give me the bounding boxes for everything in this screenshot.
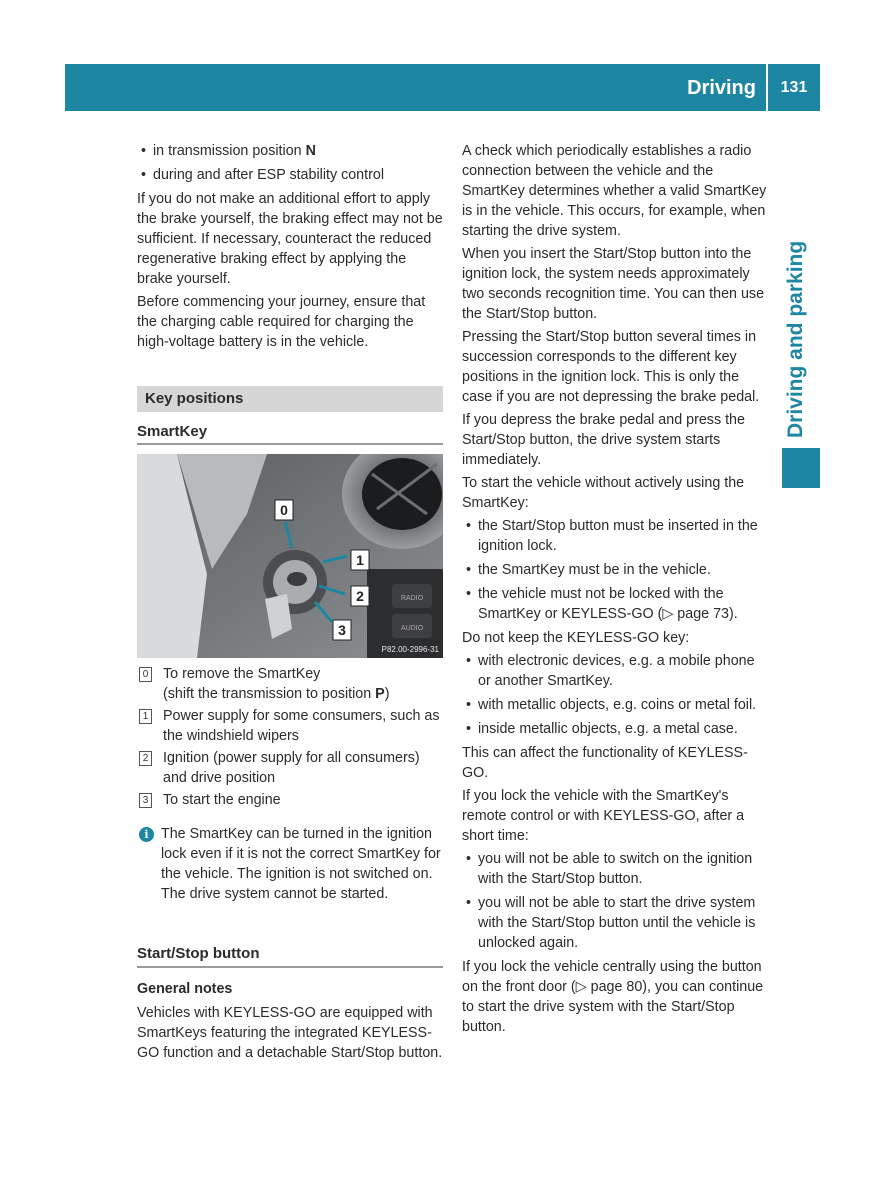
- page-header: [65, 64, 820, 111]
- legend-item: 2 Ignition (power supply for all consumers) and drive position: [137, 748, 443, 788]
- list-item: • the SmartKey must be in the vehicle.: [462, 560, 768, 580]
- ignition-lock-photo: [137, 454, 443, 658]
- heading-rule: [137, 443, 443, 445]
- callout-3: 3: [338, 622, 346, 638]
- position-badge: 2: [139, 751, 152, 766]
- list-item: • with electronic devices, e.g. a mobile phone or another SmartKey.: [462, 651, 768, 691]
- page-number: 131: [780, 79, 808, 96]
- subsection-heading-smartkey: SmartKey: [137, 423, 208, 440]
- general-notes-heading: General notes: [137, 981, 233, 997]
- paragraph: Before commencing your journey, ensure that the charging cable required for charging the high-voltage battery is in the vehicle.: [137, 294, 426, 350]
- subsection-heading-start-stop: Start/Stop button: [137, 945, 260, 962]
- list-item: • during and after ESP stability control: [137, 165, 443, 185]
- info-icon: i: [139, 827, 154, 842]
- paragraph: A check which periodically establishes a radio connection between the vehicle and the SmartKey determines whether a valid SmartKey is in the vehicle. This occurs, for example, when starting the drive system.: [462, 143, 767, 239]
- list-item: • you will not be able to start the drive system with the Start/Stop button until the vehicle is unlocked again.: [462, 893, 768, 953]
- heading-rule: [137, 966, 443, 968]
- callout-1: 1: [356, 552, 364, 568]
- info-note: i The SmartKey can be turned in the ignition lock even if it is not the correct SmartKey for the vehicle. The ignition is not switched on. The drive system cannot be started.: [137, 824, 443, 904]
- paragraph: If you lock the vehicle centrally using the button on the front door (▷ page 80), you can continue to start the drive system with the Start/Stop button.: [462, 959, 764, 1035]
- general-notes-text: Vehicles with KEYLESS-GO are equipped with SmartKeys featuring the integrated KEYLESS-GO function and a detachable Start/Stop button.: [137, 1005, 443, 1061]
- legend-item: 0 To remove the SmartKey (shift the transmission to position P): [137, 664, 443, 704]
- paragraph: Do not keep the KEYLESS-GO key:: [462, 630, 690, 646]
- callout-0: 0: [280, 502, 288, 518]
- paragraph: If you do not make an additional effort to apply the brake yourself, the braking effect may not be sufficient. If necessary, counteract the reduced regenerative braking effect by applying the brake yourself.: [137, 191, 443, 287]
- position-badge: 1: [139, 709, 152, 724]
- audio-button-label: AUDIO: [400, 625, 424, 632]
- section-heading-key-positions: Key positions: [137, 386, 443, 412]
- paragraph: If you depress the brake pedal and press the Start/Stop button, the drive system starts immediately.: [462, 412, 745, 468]
- legend-item: 3 To start the engine: [137, 790, 443, 810]
- list-item: • the vehicle must not be locked with the SmartKey or KEYLESS-GO (▷ page 73).: [462, 584, 768, 624]
- chapter-tab-marker: [782, 448, 820, 488]
- list-item: • inside metallic objects, e.g. a metal case.: [462, 719, 768, 739]
- paragraph: To start the vehicle without actively using the SmartKey:: [462, 475, 745, 511]
- chapter-tab-label: Driving and parking: [784, 240, 807, 438]
- left-column-intro: [137, 141, 443, 355]
- right-column: [462, 141, 768, 1040]
- photo-code: P82.00-2996-31: [381, 645, 439, 654]
- paragraph: This can affect the functionality of KEYLESS-GO.: [462, 745, 748, 781]
- list-item: • the Start/Stop button must be inserted in the ignition lock.: [462, 516, 768, 556]
- paragraph: If you lock the vehicle with the SmartKey's remote control or with KEYLESS-GO, after a short time:: [462, 788, 745, 844]
- radio-button-label: RADIO: [400, 595, 424, 602]
- callout-2: 2: [356, 588, 364, 604]
- section-title: Driving: [687, 77, 756, 99]
- paragraph: When you insert the Start/Stop button into the ignition lock, the system needs approximately two seconds recognition time. You can then use the Start/Stop button.: [462, 246, 765, 322]
- key-position-legend: [137, 664, 443, 812]
- list-item: • with metallic objects, e.g. coins or metal foil.: [462, 695, 768, 715]
- position-badge: 0: [139, 667, 152, 682]
- legend-item: 1 Power supply for some consumers, such as the windshield wipers: [137, 706, 443, 746]
- list-item: • you will not be able to switch on the ignition with the Start/Stop button.: [462, 849, 768, 889]
- list-item: • in transmission position N: [137, 141, 443, 161]
- position-badge: 3: [139, 793, 152, 808]
- paragraph: Pressing the Start/Stop button several times in succession corresponds to the different key positions in the ignition lock. This is only the case if you are not depressing the brake pedal.: [462, 329, 760, 405]
